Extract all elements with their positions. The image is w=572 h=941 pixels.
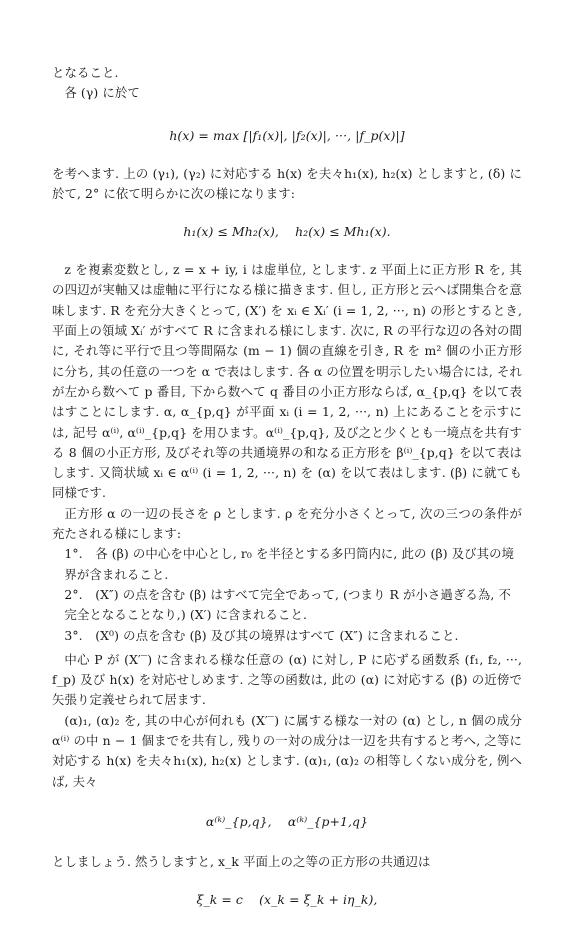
paragraph: としましょう. 然うしますと, x_k 平面上の之等の正方形の共通辺は: [52, 853, 431, 869]
paragraph: (α)₁, (α)₂ を, 其の中心が何れも (X′‾) に属する様な一対の (α) とし, n 個の成分 α⁽ⁱ⁾ の中 n − 1 個までを共有し, 残りの一対の成分は一辺を共有すると考へ, 之等に対応する h(x) を夫々h₁(x), h₂(x) とします. (α)₁, (α)₂ の相等しくない成分を, 例へば, 夫々: [52, 712, 522, 789]
paragraph: を考へます. 上の (γ₁), (γ₂) に対応する h(x) を夫々h₁(x), h₂(x) としますと, (δ) に於て, 2° に依て明らかに次の様になります:: [52, 165, 522, 201]
display-equation: h(x) = max [|f₁(x)|, |f₂(x)|, ···, |f_p(x)|]: [169, 127, 405, 143]
text-line: となること.: [52, 65, 119, 80]
condition-item-2: 2°. (X″) の点を含む (β) はすべて完全であって, (つまり R が小さ過ぎる為, 不完全となることなり,) (X′) に含まれること.: [64, 586, 511, 623]
paragraph: 中心 P が (X′‾) に含まれる様な任意の (α) に対し, P に応ずる函数系 (f₁, f₂, ···, f_p) 及び h(x) を対応せしめます. 之等の函数は, 此の (α) に対応する (β) の近傍で矢張り定義せられて居ます.: [52, 651, 522, 708]
paragraph: 正方形 α の一辺の長さを ρ とします. ρ を充分小さくとって, 次の三つの条件が充たされる様にします:: [52, 505, 522, 542]
condition-item-1: 1°. 各 (β) の中心を中心とし, r₀ を半径とする多円筒内に, 此の (β) 及び其の境界が含まれること.: [64, 546, 515, 582]
display-equation: h₁(x) ≤ Mh₂(x), h₂(x) ≤ Mh₁(x).: [183, 224, 391, 240]
display-equation: α⁽ᵏ⁾_{p,q}, α⁽ᵏ⁾_{p+1,q}: [205, 813, 369, 829]
text-line: 各 (γ) に於て: [64, 85, 140, 101]
paragraph: z を複素変数とし, z = x + iy, i は虚単位, とします. z 平面上に正方形 R を, 其の四辺が実軸又は虚軸に平行になる様に描きます. 但し, 正方形と云へば開集合を意味します. R を充分大きくとって, (X′) を xᵢ ∈ Xᵢ′ (i = 1, 2, ···, n) の形とするとき, 平面上の領域 Xᵢ′ がすべて R に含まれる様にします. 次に, R の平行な辺の各対の間に, それ等に平行で且つ等間隔な (m − 1) 個の直線を引き, R を m² 個の小正方形に分ち, 其の任意の一つを α で表はします. 各 α の位置を明示したい場合には, それが左から数へて p 番目, 下から数へて q 番目の小正方形ならば, α_{p,q} を以て表はすことにします. α, α_{p,q} が平面 xᵢ (i = 1, 2, ···, n) 上にあることを示すには, 記号 α⁽ⁱ⁾, α⁽ⁱ⁾_{p,q} を用ひます。α⁽ⁱ⁾_{p,q}, 及び之と少くとも一境点を共有する 8 個の小正方形, 及びそれ等の共通境界の和なる正方形を β⁽ⁱ⁾_{p,q} を以て表はします. 又筒状域 xᵢ ∈ α⁽ⁱ⁾ (i = 1, 2, ···, n) を (α) を以て表はします. (β) に就ても同様です.: [52, 262, 522, 501]
condition-item-3: 3°. (X⁰) の点を含む (β) 及び其の境界はすべて (X″) に含まれること.: [64, 627, 459, 643]
display-equation: ξ_k = c (x_k = ξ_k + iη_k),: [196, 892, 378, 908]
